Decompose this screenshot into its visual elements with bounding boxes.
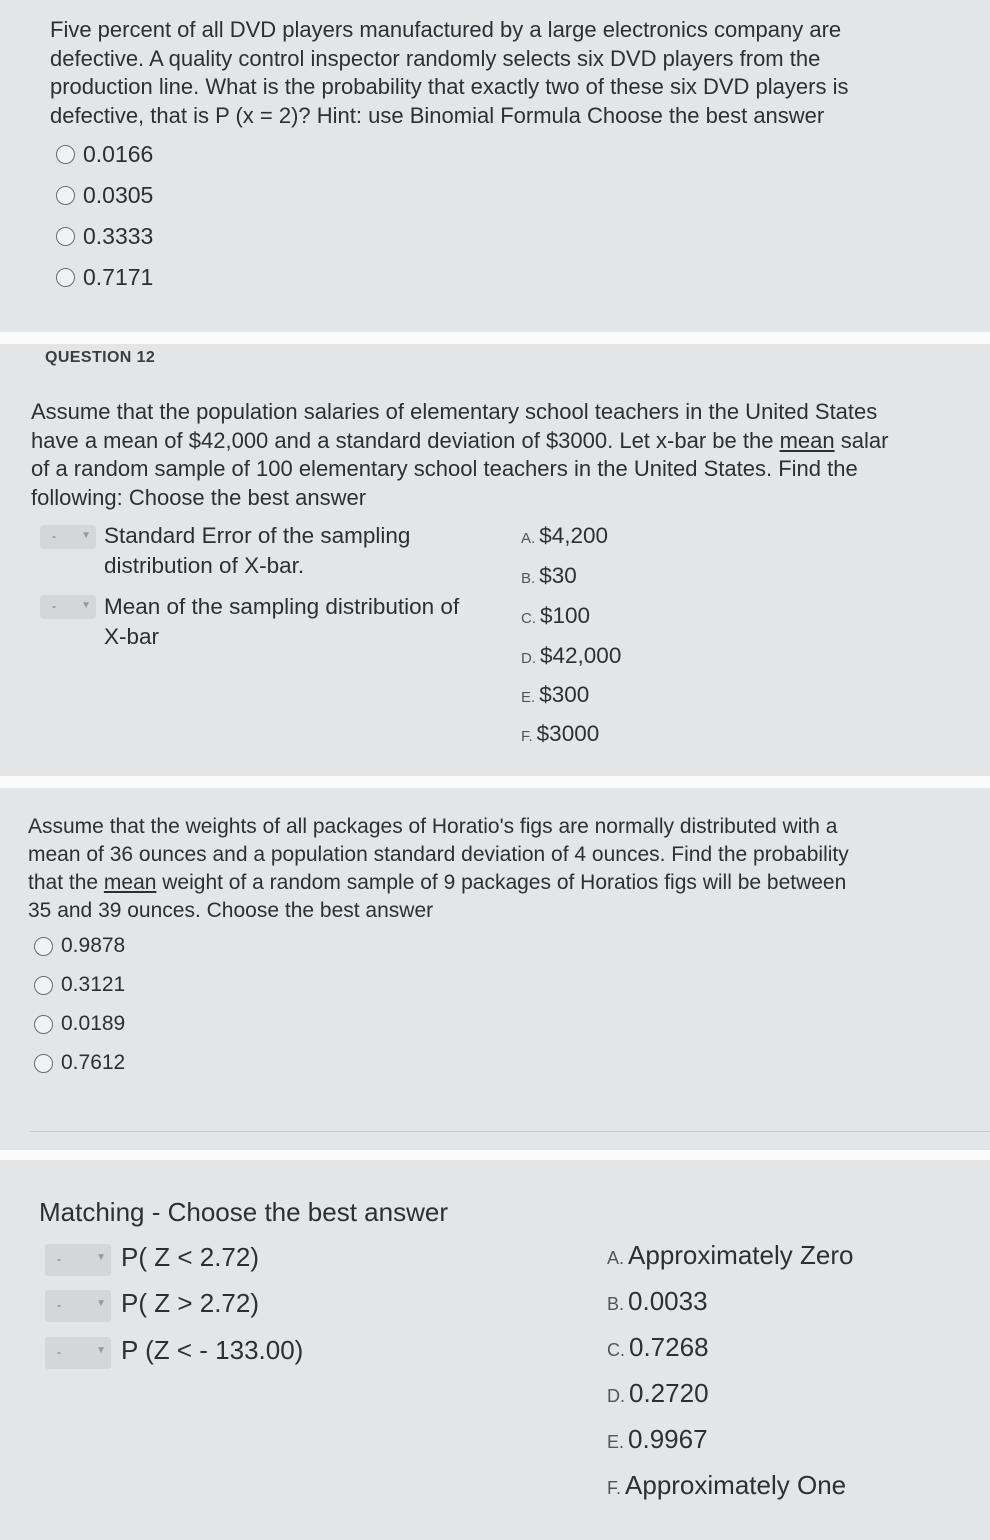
match-item-line: Standard Error of the sampling (104, 523, 411, 548)
answer-choice (607, 1240, 853, 1271)
question-text-line: defective, that is P (x = 2)? Hint: use Binomial Formula Choose the best answer (50, 102, 825, 128)
answer-value: Approximately Zero (628, 1240, 854, 1270)
answer-letter: D. (521, 650, 536, 667)
match-dropdown[interactable] (40, 595, 96, 619)
question-14-panel (0, 1160, 990, 1540)
divider (0, 1150, 990, 1160)
answer-choice (521, 563, 577, 589)
match-dropdown[interactable] (40, 525, 96, 549)
answer-choice (521, 603, 590, 629)
answer-value: $30 (539, 563, 577, 588)
question-text-line: defective. A quality control inspector randomly selects six DVD players from the (50, 45, 821, 71)
match-item-line: Mean of the sampling distribution of (104, 594, 460, 619)
answer-letter: B. (607, 1294, 625, 1314)
answer-letter: A. (521, 530, 536, 547)
question-text-line (28, 869, 849, 897)
answer-option[interactable] (34, 1012, 125, 1036)
answer-option[interactable] (34, 934, 125, 958)
divider (0, 776, 990, 788)
dropdown-value: - (52, 599, 56, 613)
text-segment-underlined: mean (103, 871, 157, 894)
radio-button[interactable] (56, 268, 75, 287)
answer-value: $4,200 (539, 523, 609, 548)
option-label: 0.3121 (61, 973, 126, 996)
question-text-line: following: Choose the best answer (31, 484, 367, 510)
text-segment: weight of a random sample of 9 packages of Horatios figs will be between (156, 871, 847, 894)
question-text-line: mean of 36 ounces and a population standard deviation of 4 ounces. Find the probability (28, 843, 849, 866)
question-13-text (28, 813, 849, 925)
answer-letter: F. (521, 728, 533, 745)
radio-button[interactable] (34, 976, 53, 995)
answer-option[interactable] (56, 264, 153, 291)
radio-button[interactable] (56, 145, 75, 164)
option-label: 0.7171 (83, 264, 154, 290)
radio-button[interactable] (34, 1054, 53, 1073)
match-item: P( Z > 2.72) (121, 1288, 259, 1318)
answer-value: $100 (540, 603, 591, 628)
match-dropdown[interactable] (45, 1244, 111, 1276)
answer-choice (521, 682, 589, 708)
answer-value: 0.2720 (629, 1378, 709, 1408)
question-text-line: Assume that the weights of all packages of Horatio's figs are normally distributed with a (28, 815, 838, 838)
chevron-down-icon: ▼ (81, 530, 91, 541)
answer-choice (607, 1378, 709, 1409)
match-item: P( Z < 2.72) (121, 1242, 259, 1272)
option-label: 0.7612 (61, 1051, 126, 1074)
dropdown-value: - (57, 1345, 61, 1359)
question-text-line: Five percent of all DVD players manufactured by a large electronics company are (50, 17, 842, 42)
option-label: 0.0166 (83, 141, 154, 167)
answer-letter: F. (607, 1478, 622, 1498)
answer-letter: C. (521, 610, 536, 627)
question-12-text (31, 398, 888, 512)
question-text-line: 35 and 39 ounces. Choose the best answer (28, 899, 434, 922)
question-text-line: of a random sample of 100 elementary school teachers in the United States. Find the (31, 456, 858, 481)
answer-choice (521, 721, 599, 747)
option-label: 0.0305 (83, 182, 154, 208)
match-item: P (Z < - 133.00) (121, 1335, 304, 1365)
radio-button[interactable] (34, 1015, 53, 1034)
match-item (104, 592, 459, 652)
chevron-down-icon: ▼ (96, 1298, 106, 1309)
question-text-line: production line. What is the probability that exactly two of these six DVD players is (50, 74, 849, 99)
radio-button[interactable] (34, 937, 53, 956)
option-label: 0.9878 (61, 934, 126, 957)
dropdown-value: - (57, 1252, 61, 1266)
question-heading: QUESTION 12 (45, 349, 156, 366)
answer-value: Approximately One (625, 1470, 847, 1500)
divider-line (30, 1131, 990, 1132)
divider (0, 332, 990, 344)
answer-letter: D. (607, 1386, 625, 1406)
question-text-line: Assume that the population salaries of elementary school teachers in the United States (31, 399, 878, 424)
match-dropdown[interactable] (45, 1290, 111, 1322)
answer-letter: E. (607, 1432, 625, 1452)
answer-option[interactable] (56, 141, 153, 168)
match-dropdown[interactable] (45, 1337, 111, 1369)
chevron-down-icon: ▼ (96, 1345, 106, 1356)
answer-choice (521, 643, 621, 669)
answer-option[interactable] (56, 182, 153, 209)
answer-value: $3000 (536, 721, 600, 746)
answer-choice (607, 1332, 709, 1363)
text-segment: that the (28, 871, 104, 894)
answer-choice (521, 523, 608, 549)
chevron-down-icon: ▼ (96, 1252, 106, 1263)
answer-choice (607, 1286, 708, 1317)
answer-letter: E. (521, 689, 536, 706)
chevron-down-icon: ▼ (81, 600, 91, 611)
match-item (104, 521, 410, 581)
answer-value: 0.7268 (629, 1332, 709, 1362)
radio-button[interactable] (56, 186, 75, 205)
question-12-panel (0, 344, 990, 776)
dropdown-value: - (52, 529, 56, 543)
question-13-panel (0, 788, 990, 1150)
match-item-line: X-bar (104, 624, 160, 649)
question-11-text (50, 16, 848, 130)
match-item-line: distribution of X-bar. (104, 553, 305, 578)
answer-option[interactable] (34, 1051, 125, 1075)
answer-option[interactable] (34, 973, 125, 997)
matching-title: Matching - Choose the best answer (39, 1197, 448, 1227)
answer-value: 0.0033 (628, 1286, 708, 1316)
answer-letter: B. (521, 570, 536, 587)
answer-letter: C. (607, 1340, 625, 1360)
option-label: 0.0189 (61, 1012, 126, 1035)
text-segment: salar (834, 427, 889, 453)
question-text-line (31, 427, 888, 456)
answer-value: $300 (539, 682, 590, 707)
radio-button[interactable] (56, 227, 75, 246)
text-segment-underlined: mean (779, 427, 835, 453)
answer-value: 0.9967 (628, 1424, 708, 1454)
answer-choice (607, 1470, 846, 1501)
answer-choice (607, 1424, 708, 1455)
option-label: 0.3333 (83, 223, 154, 249)
answer-option[interactable] (56, 223, 153, 250)
dropdown-value: - (57, 1298, 61, 1312)
question-11-panel (0, 0, 990, 332)
answer-value: $42,000 (540, 643, 622, 668)
answer-letter: A. (607, 1248, 625, 1268)
text-segment: have a mean of $42,000 and a standard deviation of $3000. Let x-bar be the (31, 427, 780, 453)
